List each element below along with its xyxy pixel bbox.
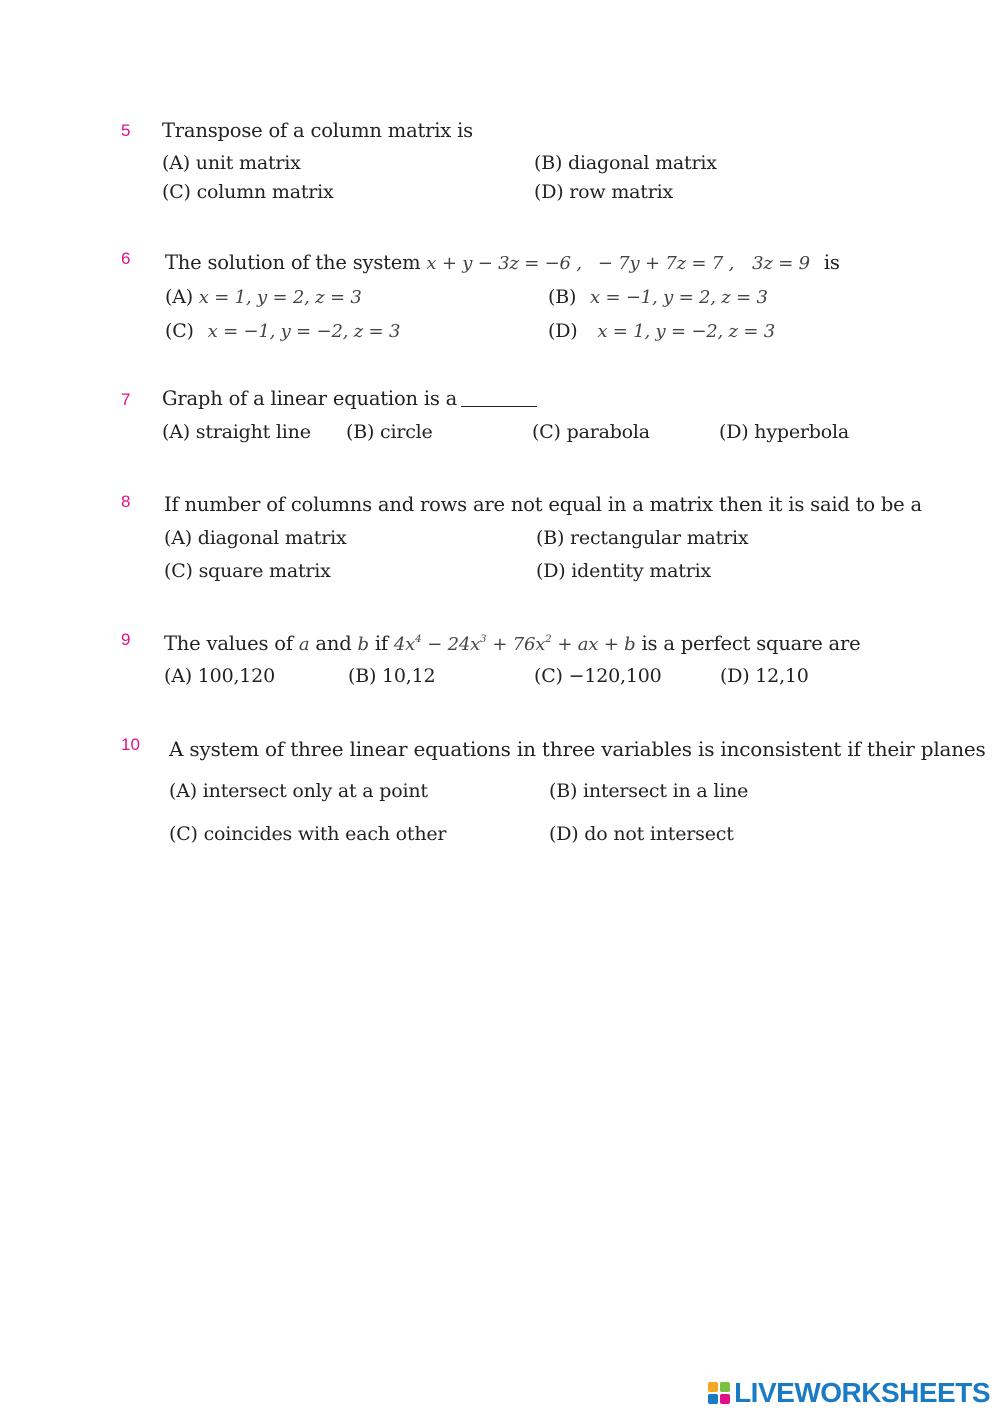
- question-9-option-a[interactable]: (A) 100,120: [164, 665, 275, 687]
- question-6-option-d[interactable]: [548, 320, 775, 342]
- exponent-4: 4: [415, 634, 422, 645]
- question-6-equation-2: − 7y + 7z = 7 ,: [597, 253, 735, 274]
- question-5-option-c[interactable]: (C) column matrix: [162, 181, 334, 203]
- question-6-text-suffix: is: [823, 251, 840, 274]
- exponent-3: 3: [480, 634, 487, 645]
- question-7-text: Graph of a linear equation is a: [162, 387, 458, 410]
- question-6-option-a-math: x = 1, y = 2, z = 3: [198, 287, 362, 308]
- question-5-option-d[interactable]: (D) row matrix: [534, 181, 673, 203]
- question-9-text-suffix: is a perfect square are: [641, 632, 861, 655]
- question-8-option-c[interactable]: (C) square matrix: [164, 560, 331, 582]
- question-6-number: 6: [121, 249, 131, 268]
- polynomial-term-4: + ax + b: [557, 634, 636, 655]
- question-10-option-a[interactable]: (A) intersect only at a point: [169, 780, 428, 802]
- polynomial-term-3: + 76x: [492, 634, 546, 655]
- variable-a: a: [298, 634, 310, 655]
- question-10-option-b[interactable]: (B) intersect in a line: [549, 780, 749, 802]
- question-9-if: if: [374, 632, 388, 655]
- question-10-text: A system of three linear equations in three variables is inconsistent if their planes: [169, 737, 986, 761]
- question-6-option-b-label: (B): [548, 286, 577, 308]
- question-7-option-b[interactable]: (B) circle: [346, 421, 433, 443]
- question-10-number: 10: [121, 735, 140, 754]
- variable-b: b: [357, 634, 369, 655]
- liveworksheets-logo-icon: [708, 1382, 730, 1404]
- question-9-text-prefix: The values of: [164, 632, 293, 655]
- question-5-option-a[interactable]: (A) unit matrix: [162, 152, 301, 174]
- answer-blank[interactable]: [461, 405, 537, 407]
- question-5-number: 5: [121, 121, 131, 140]
- question-6-option-c-label: (C): [165, 320, 194, 342]
- question-9-number: 9: [121, 630, 131, 649]
- exponent-2: 2: [545, 634, 552, 645]
- question-5-option-b[interactable]: (B) diagonal matrix: [534, 152, 717, 174]
- question-7-number: 7: [121, 390, 131, 409]
- question-6-option-c-math: x = −1, y = −2, z = 3: [207, 321, 401, 342]
- liveworksheets-logo: [708, 1378, 990, 1408]
- polynomial-term-2: − 24x: [427, 634, 481, 655]
- question-6-equation-1: x + y − 3z = −6 ,: [426, 253, 582, 274]
- question-6-option-d-math: x = 1, y = −2, z = 3: [597, 321, 776, 342]
- question-6-option-d-label: (D): [548, 320, 578, 342]
- logo-text: LIVEWORKSHEETS: [734, 1377, 990, 1408]
- question-6-option-a[interactable]: [165, 286, 362, 308]
- polynomial-term-1: 4x: [393, 634, 416, 655]
- question-10-option-c[interactable]: (C) coincides with each other: [169, 823, 447, 845]
- question-5-text: Transpose of a column matrix is: [162, 119, 473, 142]
- question-6-text: [165, 251, 840, 274]
- question-8-number: 8: [121, 492, 131, 511]
- question-7-option-a[interactable]: (A) straight line: [162, 421, 311, 443]
- question-9-text: [164, 632, 860, 655]
- question-8-option-d[interactable]: (D) identity matrix: [536, 560, 711, 582]
- question-7-option-c[interactable]: (C) parabola: [532, 421, 650, 443]
- question-6-option-c[interactable]: [165, 320, 400, 342]
- question-9-option-b[interactable]: (B) 10,12: [348, 665, 436, 687]
- question-6-equation-3: 3z = 9: [752, 253, 810, 274]
- question-8-text: If number of columns and rows are not equal in a matrix then it is said to be a: [164, 493, 922, 516]
- question-10-option-d[interactable]: (D) do not intersect: [549, 823, 734, 845]
- question-9-option-d[interactable]: (D) 12,10: [720, 665, 809, 687]
- question-6-option-a-label: (A): [165, 286, 193, 308]
- question-7-option-d[interactable]: (D) hyperbola: [719, 421, 849, 443]
- question-9-option-c[interactable]: (C) −120,100: [534, 665, 662, 687]
- question-6-option-b-math: x = −1, y = 2, z = 3: [590, 287, 768, 308]
- question-9-and: and: [315, 632, 352, 655]
- question-8-option-a[interactable]: (A) diagonal matrix: [164, 527, 347, 549]
- question-8-option-b[interactable]: (B) rectangular matrix: [536, 527, 749, 549]
- question-6-text-prefix: The solution of the system: [165, 251, 421, 274]
- question-7-text-line: [162, 387, 537, 410]
- question-6-option-b[interactable]: [548, 286, 768, 308]
